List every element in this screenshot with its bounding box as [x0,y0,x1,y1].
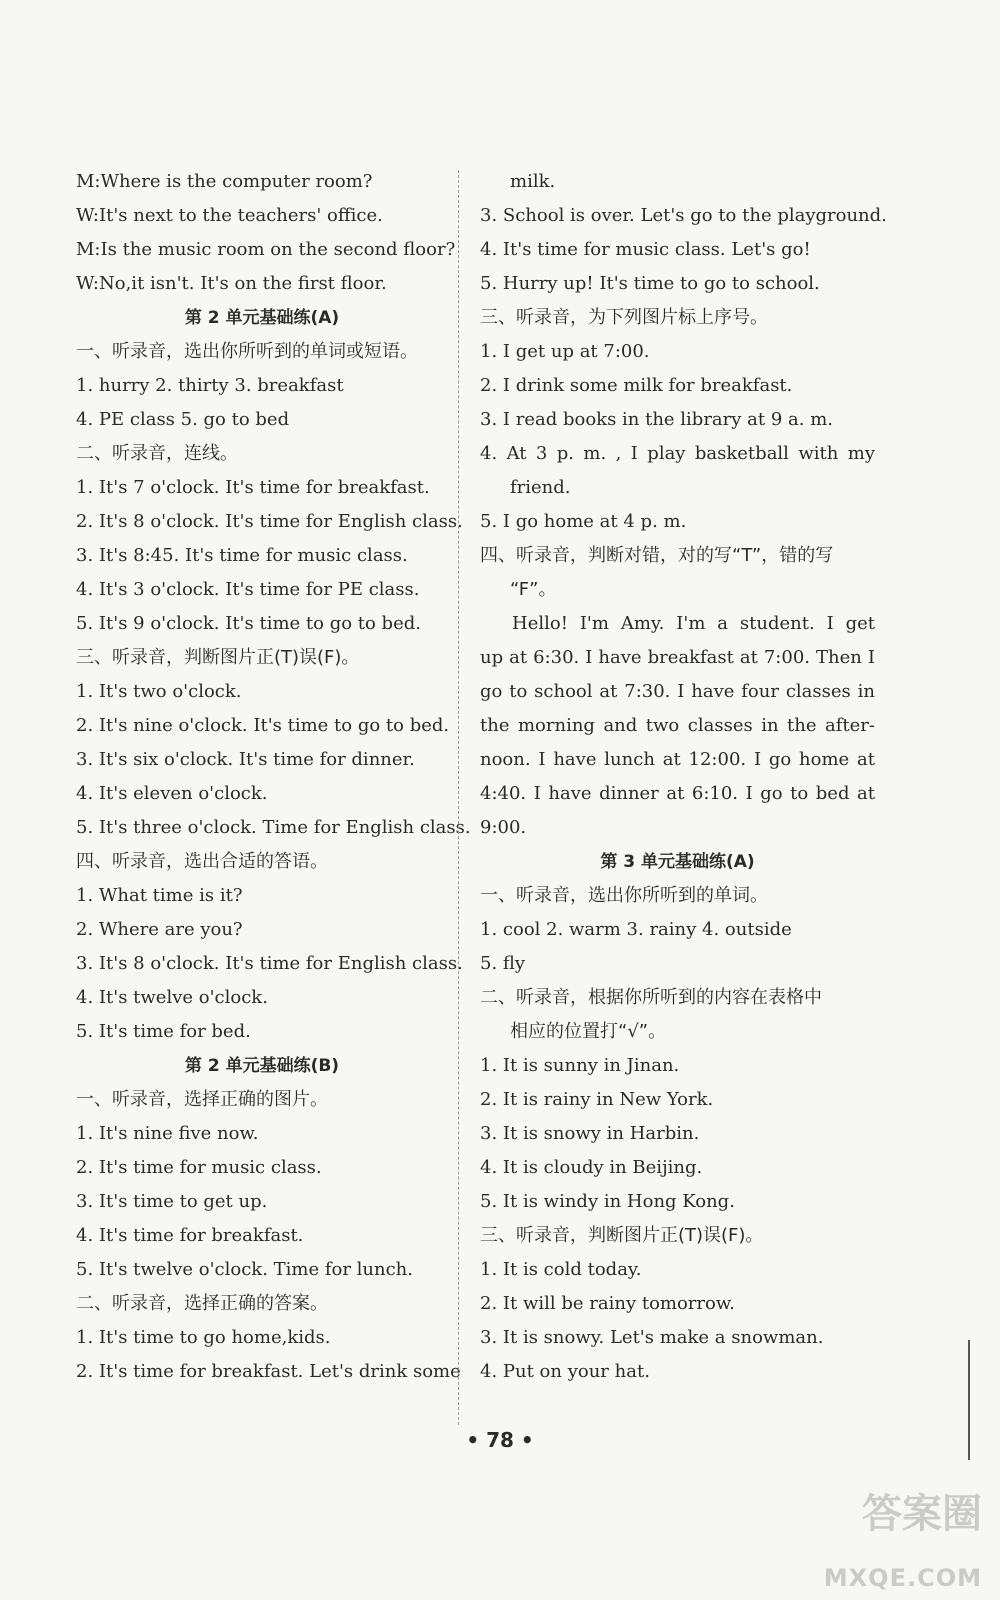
passage-line: Hello! I'm Amy. I'm a student. I get [512,613,875,634]
page-number: • 78 • [466,1428,534,1452]
exercise-line: 2. It's time for breakfast. Let's drink some [76,1361,461,1382]
passage-line: go to school at 7:30. I have four classes in [480,681,875,702]
exercise-line: 3. It's time to get up. [76,1191,268,1212]
section-heading: 四、听录音，选出合适的答语。 [76,851,328,872]
exercise-line: 4. Put on your hat. [480,1361,650,1382]
section-heading: 一、听录音，选出你所听到的单词。 [480,885,768,906]
exercise-line: 5. It's twelve o'clock. Time for lunch. [76,1259,413,1280]
exercise-line: milk. [510,171,556,192]
exercise-line: 1. It's nine five now. [76,1123,259,1144]
exercise-line: 2. Where are you? [76,919,243,940]
unit2b-title: 第 2 单元基础练(B) [184,1056,340,1076]
section-heading: 一、听录音，选择正确的图片。 [76,1089,328,1110]
passage-line: 4:40. I have dinner at 6:10. I go to bed at [480,783,875,804]
exercise-line: 2. It's 8 o'clock. It's time for English class. [76,511,463,532]
passage-line: noon. I have lunch at 12:00. I go home at [480,749,875,770]
exercise-line: 5. It's three o'clock. Time for English class. [76,817,471,838]
exercise-line: 1. It is sunny in Jinan. [480,1055,680,1076]
passage-line: up at 6:30. I have breakfast at 7:00. Then I [480,647,875,668]
page-edge-mark [968,1340,970,1460]
exercise-line: 4. It is cloudy in Beijing. [480,1157,703,1178]
exercise-line: 5. It's time for bed. [76,1021,251,1042]
unit3a-title: 第 3 单元基础练(A) [600,852,755,872]
section-heading: 一、听录音，选出你所听到的单词或短语。 [76,341,418,362]
section-heading: 二、听录音，选择正确的答案。 [76,1293,328,1314]
right-column [480,165,887,1389]
exercise-line: 3. It's six o'clock. It's time for dinner. [76,749,415,770]
section-heading: 二、听录音，连线。 [76,443,238,464]
exercise-line: 2. It will be rainy tomorrow. [480,1293,735,1314]
passage-line: 9:00. [480,817,527,838]
exercise-line: 3. It's 8 o'clock. It's time for English class. [76,953,463,974]
section-heading: 相应的位置打“√”。 [510,1021,667,1042]
exercise-line: 5. I go home at 4 p. m. [480,511,687,532]
section-heading: 三、听录音，判断图片正(T)误(F)。 [480,1225,764,1246]
exercise-line: 1. I get up at 7:00. [480,341,650,362]
exercise-line: 1. cool 2. warm 3. rainy 4. outside [480,919,792,940]
exercise-line: 3. It is snowy. Let's make a snowman. [480,1327,824,1348]
exercise-line: 1. It's 7 o'clock. It's time for breakfast. [76,477,430,498]
exercise-line: 1. It is cold today. [480,1259,642,1280]
exercise-line: 5. It is windy in Hong Kong. [480,1191,735,1212]
exercise-line: 3. School is over. Let's go to the playground. [480,205,887,226]
exercise-line: 3. I read books in the library at 9 a. m. [480,409,833,430]
exercise-line: 1. It's two o'clock. [76,681,242,702]
section-heading: 二、听录音，根据你所听到的内容在表格中 [480,987,822,1008]
exercise-line: 3. It's 8:45. It's time for music class. [76,545,408,566]
exercise-line: 4. At 3 p. m. , I play basketball with my [480,443,875,464]
section-heading: 四、听录音，判断对错，对的写“T”，错的写 [480,545,834,566]
exercise-line: 5. It's 9 o'clock. It's time to go to bed. [76,613,421,634]
section-heading: 三、听录音，判断图片正(T)误(F)。 [76,647,360,668]
passage-line: the morning and two classes in the after- [480,715,875,736]
section-heading: 三、听录音，为下列图片标上序号。 [480,307,768,328]
exercise-line: friend. [510,477,571,498]
exercise-line: 1. hurry 2. thirty 3. breakfast [76,375,344,396]
dialogue-line: M:Is the music room on the second floor? [76,239,456,260]
exercise-line: 4. It's 3 o'clock. It's time for PE class. [76,579,420,600]
exercise-line: 4. It's time for music class. Let's go! [480,239,811,260]
exercise-line: 5. Hurry up! It's time to go to school. [480,273,820,294]
exercise-line: 2. It's time for music class. [76,1157,322,1178]
section-heading: “F”。 [510,579,557,600]
unit2a-title: 第 2 单元基础练(A) [184,308,340,328]
dialogue-line: W:No,it isn't. It's on the first floor. [76,273,387,294]
exercise-line: 1. It's time to go home,kids. [76,1327,331,1348]
exercise-line: 4. It's time for breakfast. [76,1225,304,1246]
dialogue-line: M:Where is the computer room? [76,171,373,192]
exercise-line: 5. fly [480,953,526,974]
column-divider [458,170,459,1425]
watermark-logo [782,1482,982,1592]
exercise-line: 2. I drink some milk for breakfast. [480,375,793,396]
exercise-line: 4. It's twelve o'clock. [76,987,268,1008]
exercise-line: 4. PE class 5. go to bed [76,409,290,430]
exercise-line: 4. It's eleven o'clock. [76,783,268,804]
watermark-top-text: 答案圈 [862,1491,982,1537]
watermark-bottom-text: MXQE.COM [823,1564,982,1592]
exercise-line: 3. It is snowy in Harbin. [480,1123,700,1144]
left-column [76,165,471,1389]
dialogue-line: W:It's next to the teachers' office. [76,205,383,226]
exercise-line: 2. It is rainy in New York. [480,1089,714,1110]
exercise-line: 2. It's nine o'clock. It's time to go to bed. [76,715,450,736]
exercise-line: 1. What time is it? [76,885,243,906]
